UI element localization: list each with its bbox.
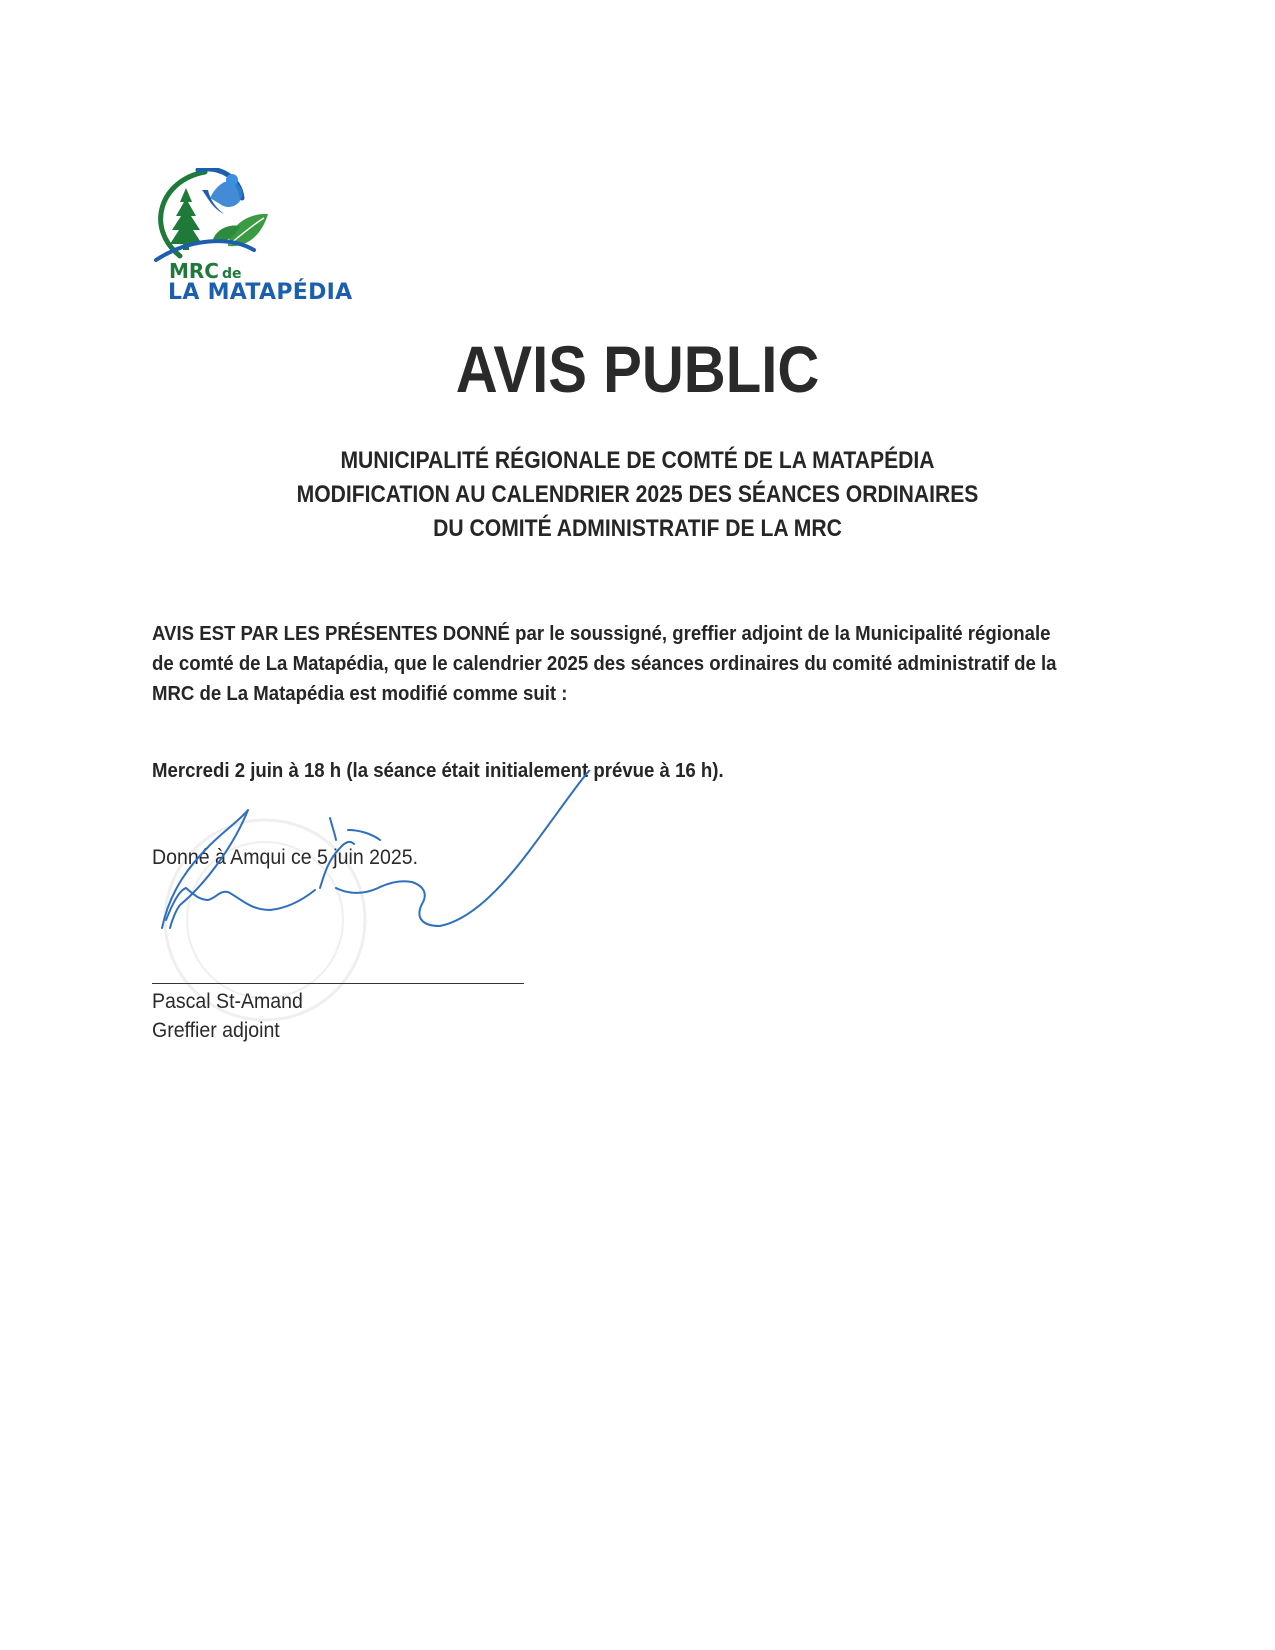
notice-title: AVIS PUBLIC [455, 332, 820, 406]
logo-text-la-matapedia: LA MATAPÉDIA [168, 280, 353, 305]
notice-body [152, 619, 1133, 709]
mrc-logo [150, 168, 390, 308]
subtitle-line: MODIFICATION AU CALENDRIER 2025 DES SÉANCES ORDINAIRES [296, 481, 979, 508]
logo-text-mrc: MRC de [169, 259, 242, 283]
notice-subtitle [77, 444, 1199, 546]
subtitle-line: MUNICIPALITÉ RÉGIONALE DE COMTÉ DE LA MATAPÉDIA [340, 447, 935, 474]
body-line: MRC de La Matapédia est modifié comme suit : [152, 683, 568, 705]
body-line: de comté de La Matapédia, que le calendrier 2025 des séances ordinaires du comité administratif de la [152, 653, 1057, 675]
body-line: AVIS EST PAR LES PRÉSENTES DONNÉ par le soussigné, greffier adjoint de la Municipalité régionale [152, 623, 1051, 645]
signer-name: Pascal St-Amand [152, 990, 303, 1013]
given-at-line: Donné à Amqui ce 5 juin 2025. [152, 846, 419, 869]
meeting-change: Mercredi 2 juin à 18 h (la séance était initialement prévue à 16 h). [152, 760, 724, 782]
signer-role: Greffier adjoint [152, 1019, 280, 1042]
signature-line [152, 983, 524, 984]
subtitle-line: DU COMITÉ ADMINISTRATIF DE LA MRC [433, 515, 842, 542]
body-lead: AVIS EST PAR LES PRÉSENTES DONNÉ [152, 623, 510, 645]
handwritten-signature [150, 770, 650, 990]
